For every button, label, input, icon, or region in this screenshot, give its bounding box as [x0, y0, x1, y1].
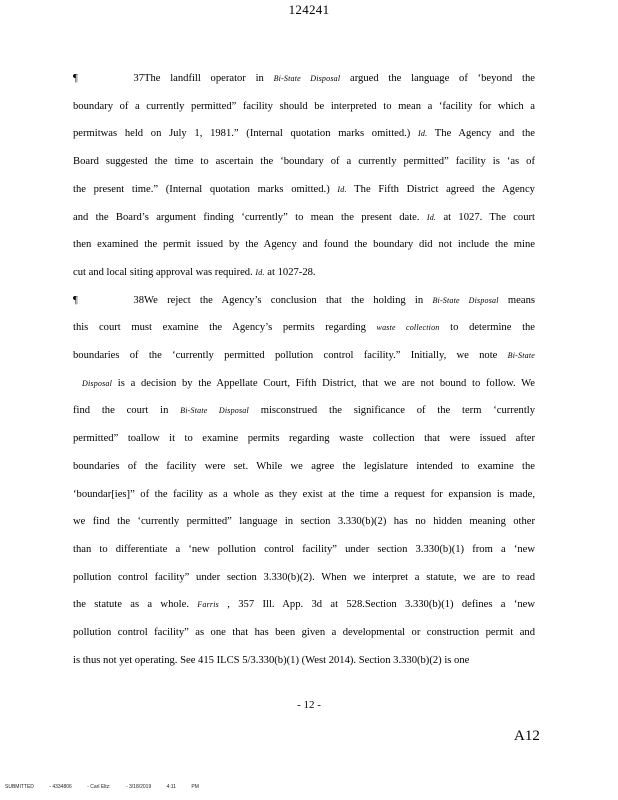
- paragraph-38-line: [73, 321, 535, 335]
- paragraph-number: ¶ 38: [73, 294, 144, 306]
- paragraph-38-line: [73, 404, 535, 418]
- text-run: cut and local siting approval was required.: [73, 266, 256, 278]
- paragraph-38-line: [73, 432, 535, 446]
- text-run: permitted” toallow it to examine permits regarding waste collection that were issued after: [73, 433, 535, 445]
- text-run: means: [498, 294, 535, 306]
- paragraph-38-line: [73, 460, 535, 474]
- filing-ampm: PM: [191, 784, 199, 790]
- text-run: is thus not yet operating. See 415 ILCS 5/3.330(b)(1) (West 2014). Section 3.330(b)(2) is one: [73, 654, 470, 666]
- case-citation: Farris: [197, 600, 219, 610]
- filing-status: SUBMITTED: [5, 784, 34, 790]
- paragraph-number: ¶ 37: [73, 73, 144, 84]
- text-run: permitwas held on July 1, 1981.” (Internal quotation marks omitted.): [73, 128, 419, 140]
- text-run: pollution control facility” as one that has been given a developmental or construction permit and: [73, 627, 535, 638]
- case-citation: Id.: [426, 212, 437, 222]
- paragraph-37-line: [73, 183, 535, 197]
- text-run: boundaries of the ‘currently permitted pollution control facility.” Initially, we note: [73, 350, 508, 361]
- text-run: pollution control facility” under section 3.330(b)(2). When we interpret a statute, we are to read: [73, 571, 535, 583]
- paragraph-38-line: [73, 488, 535, 502]
- text-run: at 1027. The court: [436, 211, 536, 223]
- paragraph-38-line: [73, 626, 535, 640]
- paragraph-38-line: [73, 349, 535, 363]
- paragraph-38-line: [73, 654, 535, 668]
- paragraph-38-line: [73, 598, 535, 612]
- text-run: , 357 Ill. App. 3d at 528.Section 3.330(b)(1) defines a ‘new: [218, 599, 536, 611]
- text-run: Board suggested the time to ascertain the ‘boundary of a currently permitted” facility is ‘as of: [73, 156, 535, 168]
- paragraph-38-line: [73, 571, 535, 585]
- paragraph-38-line: [73, 543, 535, 557]
- text-run: at 1027-28.: [264, 266, 316, 278]
- paragraph-37-line: [73, 266, 535, 280]
- text-run: then examined the permit issued by the Agency and found the boundary did not include the mine: [73, 239, 535, 251]
- case-citation: Bi-State Disposal: [432, 295, 499, 305]
- case-citation: waste collection: [376, 323, 440, 333]
- text-run: we find the ‘currently permitted” language in section 3.330(b)(2) has no hidden meaning other: [73, 516, 535, 528]
- text-run: boundary of a currently permitted” facility should be interpreted to mean a ‘facility for which a: [73, 100, 535, 112]
- case-citation: Id.: [255, 267, 265, 277]
- text-run: find the court in: [73, 405, 181, 417]
- text-run: to determine the: [439, 322, 536, 334]
- case-citation: Disposal: [82, 378, 113, 388]
- text-run: the present time.” (Internal quotation marks omitted.): [73, 183, 338, 195]
- paragraph-38-line: [82, 377, 535, 391]
- text-run: this court must examine the Agency’s permits regarding: [73, 322, 377, 334]
- text-run: We reject the Agency’s conclusion that the holding in: [144, 294, 433, 306]
- case-citation: Id.: [337, 184, 347, 194]
- text-run: The Fifth District agreed the Agency: [346, 183, 535, 195]
- paragraph-37-line: [73, 100, 535, 114]
- paragraph-37-line: [73, 127, 535, 141]
- text-run: argued the language of ‘beyond the: [340, 73, 535, 84]
- paragraph-37-line: [73, 72, 535, 86]
- filing-stamp: [5, 784, 213, 790]
- text-run: misconstrued the significance of the term ‘currently: [248, 405, 535, 417]
- page-number: - 12 -: [297, 699, 321, 711]
- case-citation: Id.: [418, 129, 428, 139]
- case-citation: Bi-State Disposal: [180, 406, 249, 416]
- text-run: is a decision by the Appellate Court, Fifth District, that we are not bound to follow. We: [112, 377, 535, 389]
- text-run: boundaries of the facility were set. While we agree the legislature intended to examine the: [73, 460, 535, 472]
- paragraph-38-line: [73, 294, 535, 308]
- text-run: than to differentiate a ‘new pollution control facility” under section 3.330(b)(1) from a ‘new: [73, 543, 535, 555]
- case-citation: Bi-State: [507, 351, 535, 360]
- text-run: and the Board’s argument finding ‘currently” to mean the present date.: [73, 211, 427, 223]
- docket-number: 124241: [288, 2, 330, 17]
- filing-id: - 4334806: [49, 784, 72, 790]
- filing-time: 4:11: [166, 784, 177, 790]
- filing-date: - 3/18/2019: [125, 784, 152, 790]
- exhibit-label: A12: [514, 728, 540, 744]
- text-run: ‘boundar[ies]” of the facility as a whole as they exist at the time a request for expansion is made,: [73, 488, 535, 500]
- filing-clerk: - Carl Eltz:: [87, 784, 111, 790]
- paragraph-37-line: [73, 238, 535, 252]
- text-run: the statute as a whole.: [73, 599, 198, 611]
- case-citation: Bi-State Disposal: [273, 74, 341, 83]
- paragraph-37-line: [73, 155, 535, 169]
- paragraph-38-line: [73, 515, 535, 529]
- text-run: The landfill operator in: [144, 73, 274, 84]
- text-run: The Agency and the: [427, 128, 535, 140]
- paragraph-37-line: [73, 211, 535, 225]
